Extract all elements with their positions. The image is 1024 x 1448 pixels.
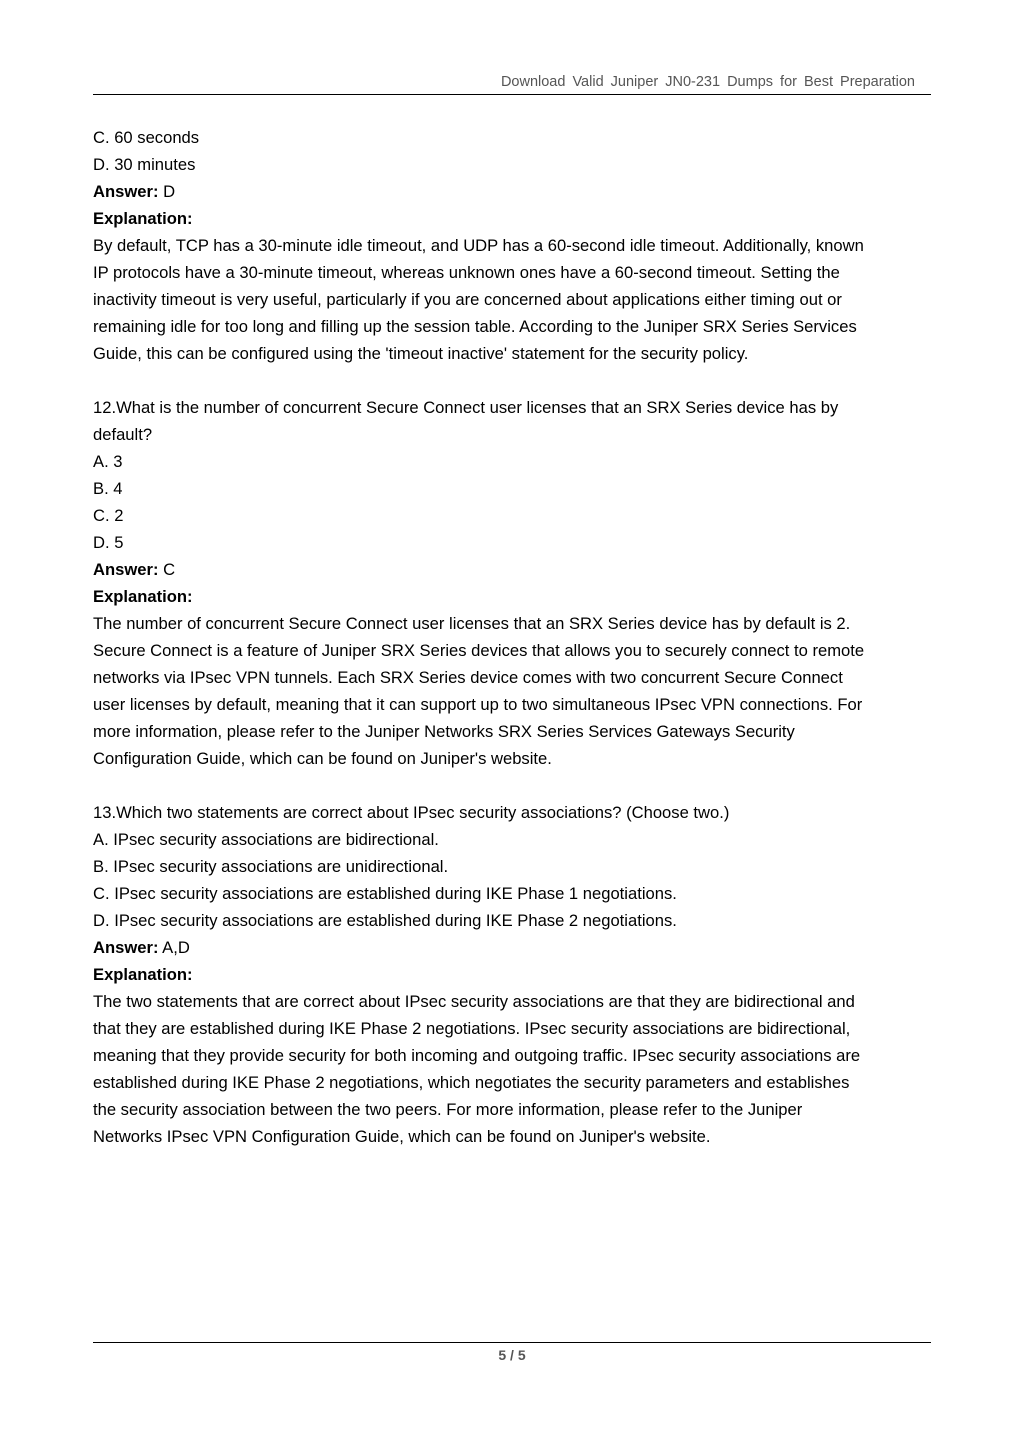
option-a: A. IPsec security associations are bidirectional. bbox=[93, 830, 439, 849]
answer-value: C bbox=[158, 560, 176, 579]
explanation-line: IP protocols have a 30-minute timeout, whereas unknown ones have a 60-second timeout. Setting the bbox=[93, 263, 840, 282]
explanation-line: the security association between the two peers. For more information, please refer to the Juniper bbox=[93, 1100, 803, 1119]
explanation-line: By default, TCP has a 30-minute idle timeout, and UDP has a 60-second idle timeout. Additionally, known bbox=[93, 236, 864, 255]
explanation-line: that they are established during IKE Phase 2 negotiations. IPsec security associations are bidirectional, bbox=[93, 1019, 851, 1038]
explanation-line: inactivity timeout is very useful, particularly if you are concerned about applications either timing out or bbox=[93, 290, 842, 309]
explanation-line: The number of concurrent Secure Connect user licenses that an SRX Series device has by default is 2. bbox=[93, 614, 851, 633]
explanation-line: networks via IPsec VPN tunnels. Each SRX Series device comes with two concurrent Secure Connect bbox=[93, 668, 843, 687]
answer-value: D bbox=[158, 182, 176, 201]
spacer bbox=[93, 772, 933, 799]
explanation-text bbox=[93, 232, 933, 367]
page-number: 5 / 5 bbox=[498, 1347, 526, 1363]
explanation-text bbox=[93, 610, 933, 772]
explanation-line: Networks IPsec VPN Configuration Guide, which can be found on Juniper's website. bbox=[93, 1127, 711, 1146]
option-b: B. IPsec security associations are unidirectional. bbox=[93, 857, 449, 876]
option-c: C. IPsec security associations are established during IKE Phase 1 negotiations. bbox=[93, 884, 677, 903]
spacer bbox=[93, 367, 933, 394]
explanation-line: The two statements that are correct about IPsec security associations are that they are bidirectional and bbox=[93, 992, 855, 1011]
option-c: C. 2 bbox=[93, 506, 124, 525]
question-13 bbox=[93, 799, 933, 1150]
question-text: 12.What is the number of concurrent Secure Connect user licenses that an SRX Series device has by bbox=[93, 398, 839, 417]
option-d: D. 30 minutes bbox=[93, 155, 196, 174]
option-d: D. 5 bbox=[93, 533, 124, 552]
option-d: D. IPsec security associations are established during IKE Phase 2 negotiations. bbox=[93, 911, 677, 930]
explanation-line: user licenses by default, meaning that it can support up to two simultaneous IPsec VPN connections. For bbox=[93, 695, 863, 714]
explanation-line: Configuration Guide, which can be found on Juniper's website. bbox=[93, 749, 552, 768]
option-c: C. 60 seconds bbox=[93, 128, 200, 147]
explanation-line: Secure Connect is a feature of Juniper SRX Series devices that allows you to securely connect to remote bbox=[93, 641, 865, 660]
explanation-label: Explanation: bbox=[93, 587, 193, 606]
question-12 bbox=[93, 394, 933, 772]
explanation-label: Explanation: bbox=[93, 965, 193, 984]
option-b: B. 4 bbox=[93, 479, 123, 498]
answer-label: Answer: bbox=[93, 938, 159, 957]
question-11 bbox=[93, 124, 933, 367]
explanation-line: more information, please refer to the Juniper Networks SRX Series Services Gateways Security bbox=[93, 722, 795, 741]
option-a: A. 3 bbox=[93, 452, 123, 471]
answer-value: A,D bbox=[158, 938, 190, 957]
explanation-line: remaining idle for too long and filling up the session table. According to the Juniper SRX Series Services bbox=[93, 317, 857, 336]
explanation-label: Explanation: bbox=[93, 209, 193, 228]
explanation-text bbox=[93, 988, 933, 1150]
page-footer bbox=[93, 1342, 931, 1363]
explanation-line: Guide, this can be configured using the 'timeout inactive' statement for the security policy. bbox=[93, 344, 749, 363]
page-content bbox=[93, 124, 933, 1150]
answer-label: Answer: bbox=[93, 560, 159, 579]
question-text: default? bbox=[93, 425, 153, 444]
answer-line bbox=[93, 178, 933, 205]
explanation-line: established during IKE Phase 2 negotiations, which negotiates the security parameters and establishes bbox=[93, 1073, 850, 1092]
answer-line bbox=[93, 556, 933, 583]
answer-line bbox=[93, 934, 933, 961]
page-header bbox=[93, 72, 931, 95]
explanation-line: meaning that they provide security for both incoming and outgoing traffic. IPsec security associations are bbox=[93, 1046, 861, 1065]
header-title: Download Valid Juniper JN0-231 Dumps for Best Preparation bbox=[500, 74, 915, 90]
answer-label: Answer: bbox=[93, 182, 159, 201]
question-text: 13.Which two statements are correct about IPsec security associations? (Choose two.) bbox=[93, 803, 730, 822]
